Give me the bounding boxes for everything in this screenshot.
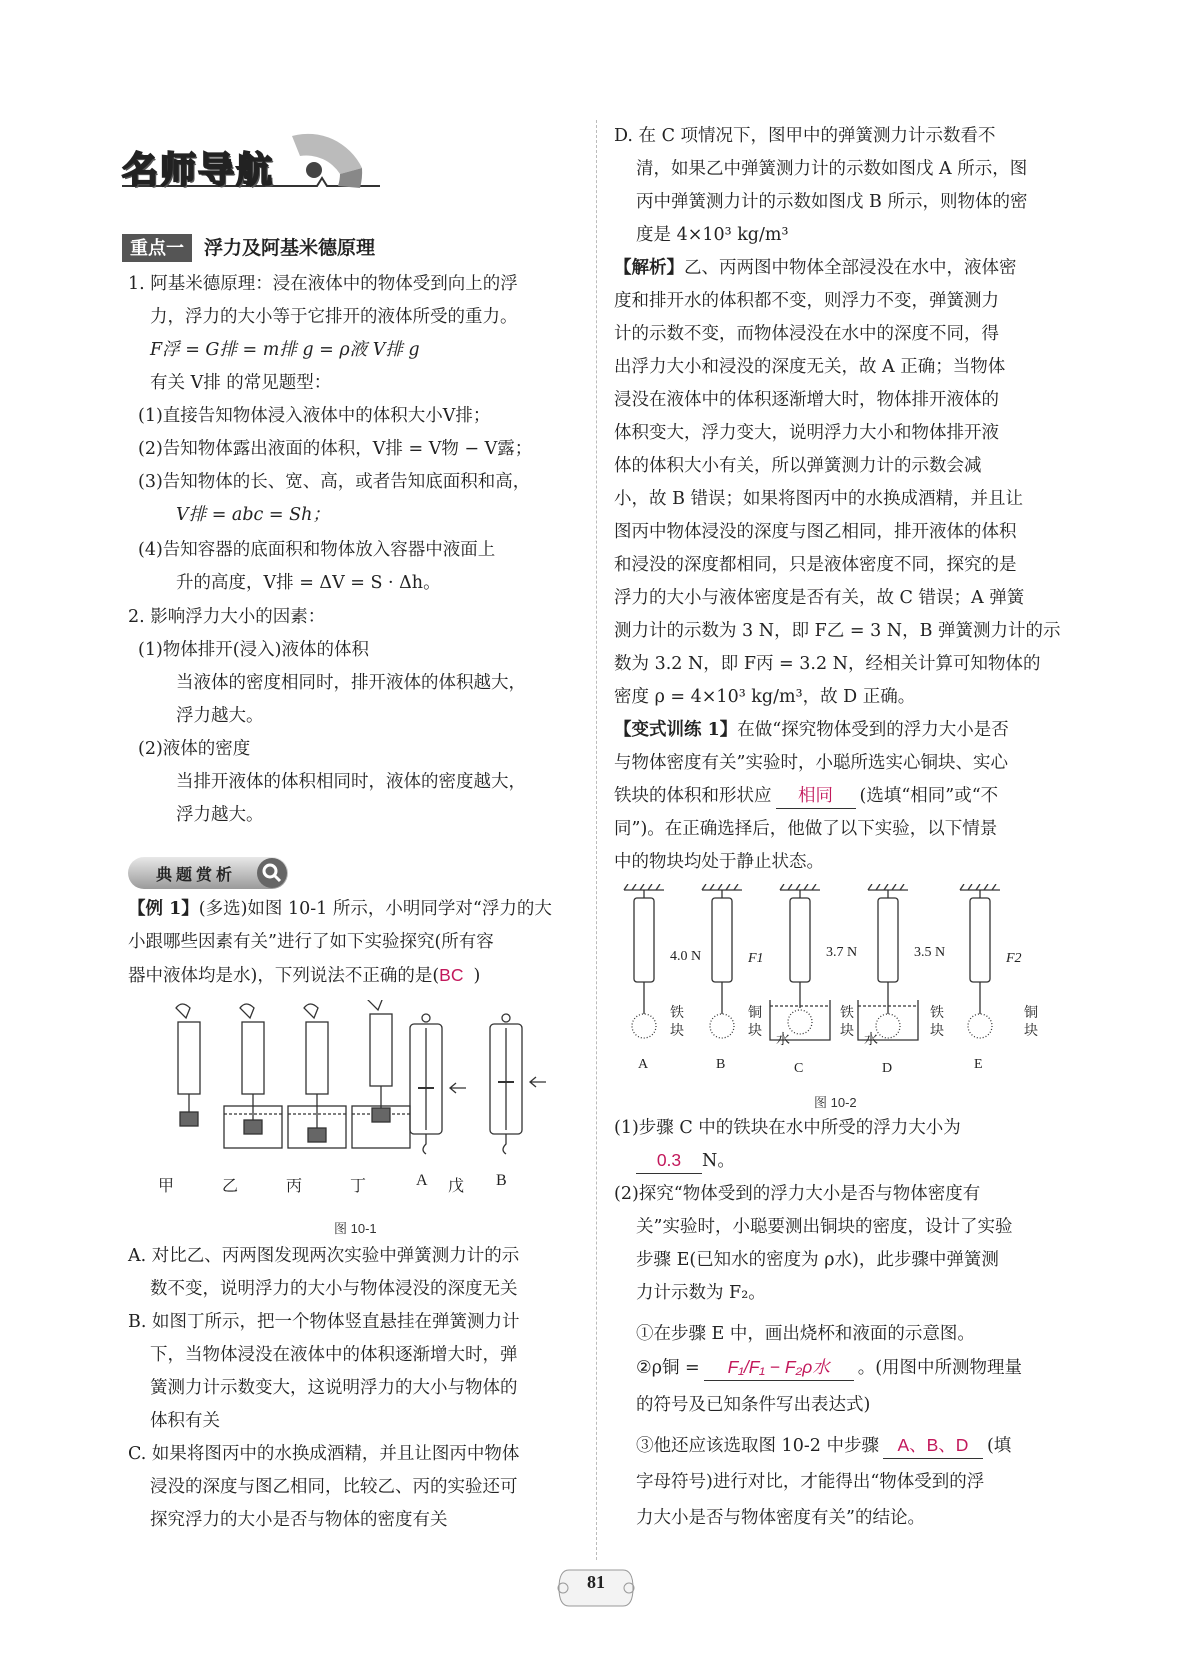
figure-caption: 图 10-1 xyxy=(334,1221,377,1236)
subquestion: 的符号及已知条件写出表达式) xyxy=(636,1395,871,1415)
analysis-line: 密度 ρ = 4×10³ kg/m³，故 D 正确。 xyxy=(614,687,916,707)
figure-step-label: C xyxy=(794,1061,804,1076)
figure-step-label: E xyxy=(974,1057,983,1072)
page-number-badge xyxy=(555,1566,637,1610)
option-d: 丙中弹簧测力计的示数如图戊 B 所示，则物体的密 xyxy=(636,192,1028,212)
option-b: 体积有关 xyxy=(150,1411,220,1431)
example-line: 器中液体均是水)，下列说法不正确的是(BC ) xyxy=(128,965,481,986)
figure-label: 丙 xyxy=(286,1178,303,1195)
figure-label: A xyxy=(416,1172,428,1189)
text-line: 浮力越大。 xyxy=(176,805,264,825)
text-line: (1)物体排开(浸入)液体的体积 xyxy=(138,640,369,660)
figure-water-label: 水 xyxy=(776,1033,790,1048)
option-c: 探究浮力的大小是否与物体的密度有关 xyxy=(150,1510,448,1530)
text-line: V排 = abc = Sh； xyxy=(176,505,330,525)
option-c: C. 如果将图丙中的水换成酒精，并且让图丙中物体 xyxy=(128,1444,520,1464)
analysis-line: 浸没在液体中的体积逐渐增大时，物体排开液体的 xyxy=(614,390,999,410)
figure-step-label: B xyxy=(716,1057,726,1072)
text-line: 1. 阿基米德原理：浸在液体中的物体受到向上的浮 xyxy=(128,274,518,294)
figure-reading: 3.5 N xyxy=(914,945,946,960)
text-line: 有关 V排 的常见题型： xyxy=(150,373,332,393)
figure-step-label: D xyxy=(882,1061,893,1076)
training-line: 中的物块均处于静止状态。 xyxy=(614,852,824,872)
option-a: A. 对比乙、丙两图发现两次实验中弹簧测力计的示 xyxy=(128,1246,520,1266)
answer-blank: A、B、D xyxy=(883,1432,983,1459)
option-d: 度是 4×10³ kg/m³ xyxy=(636,225,789,245)
question-line: 0.3 N。 xyxy=(636,1145,735,1178)
analysis-line: 体积变大，浮力变大，说明浮力大小和物体排开液 xyxy=(614,423,999,443)
text-line: (3)告知物体的长、宽、高，或者告知底面积和高， xyxy=(138,472,531,492)
question-line: (2)探究“物体受到的浮力大小是否与物体密度有 xyxy=(614,1184,981,1204)
figure-reading: 4.0 N xyxy=(670,949,702,964)
subquestion: ①在步骤 E 中，画出烧杯和液面的示意图。 xyxy=(636,1324,975,1344)
figure-object-label: 铁块 xyxy=(930,1006,944,1039)
text-line: (4)告知容器的底面积和物体放入容器中液面上 xyxy=(138,540,496,560)
figure-10-1 xyxy=(148,1000,568,1180)
subquestion: 力大小是否与物体密度有关”的结论。 xyxy=(636,1508,925,1528)
logo-text: 名师导航 xyxy=(122,149,275,190)
text-line: 2. 影响浮力大小的因素： xyxy=(128,607,326,627)
column-divider xyxy=(596,120,597,1560)
answer-blank: 相同 xyxy=(776,782,856,809)
section-title: 浮力及阿基米德原理 xyxy=(204,238,376,259)
text-line: (2)告知物体露出液面的体积，V排 = V物 − V露； xyxy=(138,439,533,459)
analysis-line: 小，故 B 错误；如果将图丙中的水换成酒精，并且让 xyxy=(614,489,1023,509)
figure-label: 乙 xyxy=(222,1178,239,1195)
question-line: 关”实验时，小聪要测出铜块的密度，设计了实验 xyxy=(636,1217,1013,1237)
figure-label: B xyxy=(496,1172,507,1189)
answer-blank: 0.3 xyxy=(636,1147,702,1174)
option-b: 下，当物体浸没在液体中的体积逐渐增大时，弹 xyxy=(150,1345,518,1365)
analysis-line: 数为 3.2 N，即 F丙 = 3.2 N，经相关计算可知物体的 xyxy=(614,654,1041,674)
text-line: 当液体的密度相同时，排开液体的体积越大， xyxy=(176,673,526,693)
subquestion: ③他还应该选取图 10-2 中步骤 A、B、D (填 xyxy=(636,1430,1011,1463)
question-line: 步骤 E(已知水的密度为 ρ水)，此步骤中弹簧测 xyxy=(636,1250,999,1270)
figure-label: 戊 xyxy=(448,1178,465,1195)
training-line: 同”)。在正确选择后，他做了以下实验，以下情景 xyxy=(614,819,998,839)
example-pill xyxy=(128,857,288,889)
figure-label: 甲 xyxy=(158,1178,175,1195)
option-c: 浸没的深度与图乙相同，比较乙、丙的实验还可 xyxy=(150,1477,518,1497)
analysis-line: 图丙中物体浸没的深度与图乙相同，排开液体的体积 xyxy=(614,522,1017,542)
example-pill-label: 典题赏析 xyxy=(156,867,237,884)
analysis-line: 计的示数不变，而物体浸没在水中的深度不同，得 xyxy=(614,324,999,344)
option-d: 清，如果乙中弹簧测力计的示数如图戊 A 所示，图 xyxy=(636,159,1028,179)
text-line: (1)直接告知物体浸入液体中的体积大小V排； xyxy=(138,406,491,426)
option-b: B. 如图丁所示，把一个物体竖直悬挂在弹簧测力计 xyxy=(128,1312,520,1332)
analysis-line: 体的体积大小有关，所以弹簧测力计的示数会减 xyxy=(614,456,982,476)
analysis-line: 测力计的示数为 3 N，即 F乙 = 3 N，B 弹簧测力计的示 xyxy=(614,621,1061,641)
figure-object-label: 铜块 xyxy=(748,1006,762,1039)
figure-reading: 3.7 N xyxy=(826,945,858,960)
question-line: (1)步骤 C 中的铁块在水中所受的浮力大小为 xyxy=(614,1118,961,1138)
text-line: (2)液体的密度 xyxy=(138,739,251,759)
page-number: 81 xyxy=(587,1572,605,1592)
analysis-line: 【解析】乙、丙两图中物体全部浸没在水中，液体密 xyxy=(614,258,1017,278)
example-line: 小跟哪些因素有关”进行了如下实验探究(所有容 xyxy=(128,932,494,952)
section-heading xyxy=(122,232,375,262)
subquestion: 字母符号)进行对比，才能得出“物体受到的浮 xyxy=(636,1472,985,1492)
figure-reading: F2 xyxy=(1006,951,1022,966)
figure-caption: 图 10-2 xyxy=(814,1095,857,1110)
figure-object-label: 铁块 xyxy=(840,1006,854,1039)
figure-object-label: 铜块 xyxy=(1024,1006,1038,1039)
figure-object-label: 铁块 xyxy=(670,1006,684,1039)
answer: BC xyxy=(439,965,464,985)
magnifier-icon xyxy=(256,857,288,889)
analysis-line: 度和排开水的体积都不变，则浮力不变，弹簧测力 xyxy=(614,291,999,311)
subquestion: ②ρ铜 = F₁/F₁ − F₂ρ水 。(用图中所测物理量 xyxy=(636,1352,1022,1385)
figure-reading: F1 xyxy=(748,951,764,966)
text-line: 当排开液体的体积相同时，液体的密度越大， xyxy=(176,772,526,792)
figure-label: 丁 xyxy=(350,1178,367,1195)
figure-step-label: A xyxy=(638,1057,649,1072)
option-a: 数不变，说明浮力的大小与物体浸没的深度无关 xyxy=(150,1279,518,1299)
answer-blank: F₁/F₁ − F₂ρ水 xyxy=(704,1354,854,1381)
text-line: 力，浮力的大小等于它排开的液体所受的重力。 xyxy=(150,307,518,327)
option-d: D. 在 C 项情况下，图甲中的弹簧测力计示数看不 xyxy=(614,126,996,146)
option-b: 簧测力计示数变大，这说明浮力的大小与物体的 xyxy=(150,1378,518,1398)
formula: F浮 = G排 = m排 g = ρ液 V排 g xyxy=(150,340,420,360)
question-line: 力计示数为 F₂。 xyxy=(636,1283,766,1303)
analysis-line: 出浮力大小和浸没的深度无关，故 A 正确；当物体 xyxy=(614,357,1006,377)
analysis-line: 浮力的大小与液体密度是否有关，故 C 错误；A 弹簧 xyxy=(614,588,1025,608)
training-line: 与物体密度有关”实验时，小聪所选实心铜块、实心 xyxy=(614,753,1008,773)
training-line: 【变式训练 1】在做“探究物体受到的浮力大小是否 xyxy=(614,720,1009,740)
text-line: 升的高度，V排 = ΔV = S · Δh。 xyxy=(176,573,441,593)
training-line: 铁块的体积和形状应 相同 (选填“相同”或“不 xyxy=(614,780,998,813)
analysis-line: 和浸没的深度都相同，只是液体密度不同，探究的是 xyxy=(614,555,1017,575)
section-badge: 重点一 xyxy=(122,234,192,262)
example-line: 【例 1】(多选)如图 10-1 所示，小明同学对“浮力的大 xyxy=(128,899,552,919)
text-line: 浮力越大。 xyxy=(176,706,264,726)
figure-water-label: 水 xyxy=(864,1033,878,1048)
section-logo xyxy=(122,128,382,208)
